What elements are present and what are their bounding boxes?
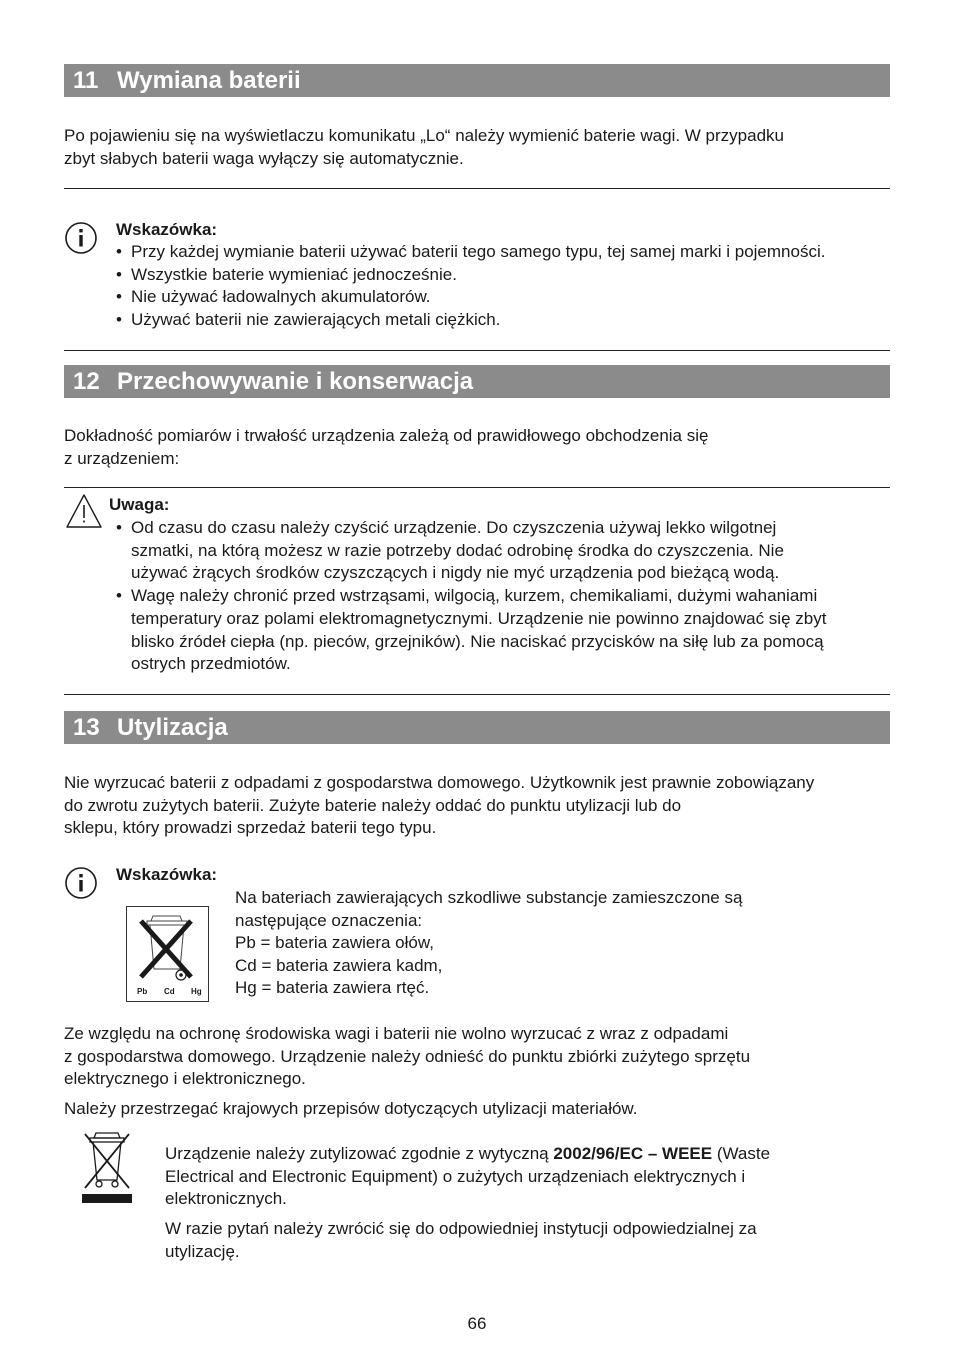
section-number: 11: [73, 67, 99, 94]
section-number: 12: [73, 368, 100, 395]
list-item: [116, 264, 896, 287]
text-line: utylizację.: [165, 1241, 240, 1261]
list-item: [116, 517, 896, 585]
contact-paragraph: [165, 1218, 890, 1263]
text-line: z urządzeniem:: [64, 448, 180, 468]
text-line: Nie wyrzucać baterii z odpadami z gospodarstwa domowego. Użytkownik jest prawnie zobowiązany: [64, 773, 815, 792]
note-title: Wskazówka:: [116, 865, 218, 884]
text-line: Hg = bateria zawiera rtęć.: [235, 978, 430, 997]
weee-paragraph: [165, 1143, 890, 1211]
text-line: następujące oznaczenia:: [235, 910, 423, 930]
text-line: elektrycznego i elektronicznego.: [64, 1069, 306, 1088]
warning-title: Uwaga:: [109, 495, 170, 514]
list-item-text: • Wagę należy chronić przed wstrząsami, wilgocią, kurzem, chemikaliami, dużymi wahaniami: [131, 586, 818, 606]
divider: [64, 188, 890, 189]
list-item-text: używać żrących środków czyszczących i nigdy nie myć urządzenia pod bieżącą wodą.: [131, 563, 780, 583]
list-item-text: szmatki, na którą możesz w razie potrzeby dodać odrobinę środka do czyszczenia. Nie: [131, 540, 784, 560]
symbol-label: Pb: [137, 987, 148, 996]
list-item-text: • Przy każdej wymianie baterii używać baterii tego samego typu, tej samej marki i pojemności.: [131, 242, 826, 261]
battery-markings-text: [235, 887, 875, 1000]
section-title: Wymiana baterii: [117, 67, 301, 94]
divider: [64, 487, 890, 488]
text-line: Electrical and Electronic Equipment) o zużytych urządzeniach elektrycznych i: [165, 1166, 746, 1186]
divider: [64, 694, 890, 695]
text-line: Po pojawieniu się na wyświetlaczu komunikatu „Lo“ należy wymienić baterie wagi. W przypadku: [64, 126, 784, 145]
list-item-text: • Wszystkie baterie wymieniać jednocześnie.: [131, 264, 457, 284]
warning-bullet-list: [116, 517, 896, 676]
list-item: [116, 241, 896, 264]
list-item-text: • Nie używać ładowalnych akumulatorów.: [131, 287, 431, 307]
page-number: 66: [467, 1314, 487, 1333]
text-line: sklepu, który prowadzi sprzedaż baterii tego typu.: [64, 818, 437, 837]
weee-directive: 2002/96/EC – WEEE: [553, 1144, 713, 1163]
symbol-label: Hg: [191, 987, 202, 996]
regulations-paragraph: [64, 1098, 890, 1121]
weee-text: (Waste: [712, 1144, 771, 1163]
info-icon: [64, 221, 98, 255]
section-13-heading: [64, 711, 890, 744]
text-line: Ze względu na ochronę środowiska wagi i baterii nie wolno wyrzucać z wraz z odpadami: [64, 1024, 729, 1043]
info-icon: [64, 866, 98, 900]
text-line: [165, 1143, 890, 1166]
section-13-intro: [64, 772, 890, 840]
text-line: Należy przestrzegać krajowych przepisów dotyczących utylizacji materiałów.: [64, 1099, 638, 1118]
symbol-label: Cd: [164, 987, 175, 996]
text-line: zbyt słabych baterii waga wyłączy się automatycznie.: [64, 148, 464, 168]
list-item: [116, 286, 896, 309]
text-line: do zwrotu zużytych baterii. Zużyte baterie należy oddać do punktu utylizacji lub do: [64, 795, 682, 815]
list-item-text: temperatury oraz polami elektromagnetycznymi. Urządzenie nie powinno znajdować się zbyt: [131, 608, 827, 628]
section-title: Utylizacja: [117, 714, 228, 741]
list-item-text: blisko źródeł ciepła (np. pieców, grzejników). Nie naciskać przycisków na siłę lub za pomocą: [131, 631, 824, 651]
text-line: Cd = bateria zawiera kadm,: [235, 955, 443, 975]
text-line: W razie pytań należy zwrócić się do odpowiedniej instytucji odpowiedzialnej za: [165, 1219, 757, 1238]
section-number: 13: [73, 714, 100, 741]
text-line: Pb = bateria zawiera ołów,: [235, 933, 434, 952]
list-item-text: • Od czasu do czasu należy czyścić urządzenie. Do czyszczenia używaj lekko wilgotnej: [131, 518, 777, 537]
section-title: Przechowywanie i konserwacja: [117, 368, 474, 395]
list-item: [116, 309, 896, 332]
list-item-text: • Używać baterii nie zawierających metali ciężkich.: [131, 310, 501, 330]
note-title: Wskazówka:: [116, 220, 218, 239]
section-11-heading: [64, 64, 890, 97]
text-line: Dokładność pomiarów i trwałość urządzenia zależą od prawidłowego obchodzenia się: [64, 426, 709, 445]
list-item-text: ostrych przedmiotów.: [131, 654, 291, 674]
weee-text: Urządzenie należy zutylizować zgodnie z wytyczną: [165, 1144, 554, 1163]
section-11-intro: [64, 125, 890, 170]
weee-crossed-bin-icon: [80, 1130, 134, 1206]
environment-paragraph: [64, 1023, 890, 1091]
battery-disposal-symbol: [126, 906, 209, 1002]
section-12-intro: [64, 425, 890, 470]
divider: [64, 350, 890, 351]
text-line: Na bateriach zawierających szkodliwe substancje zamieszczone są: [235, 888, 743, 907]
text-line: z gospodarstwa domowego. Urządzenie należy odnieść do punktu zbiórki zużytego sprzętu: [64, 1046, 751, 1066]
text-line: elektronicznych.: [165, 1189, 287, 1208]
list-item: [116, 585, 896, 676]
warning-icon: [64, 492, 104, 530]
note-bullet-list: [116, 241, 896, 332]
section-12-heading: [64, 365, 890, 398]
